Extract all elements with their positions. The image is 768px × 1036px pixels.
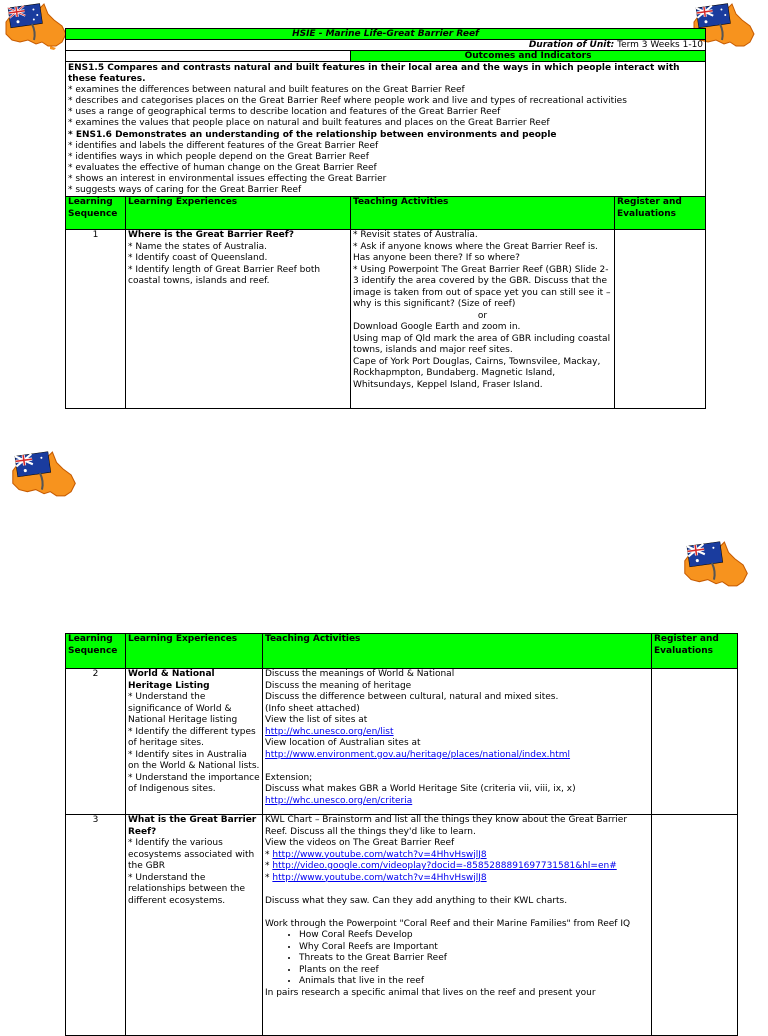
australia-flag-map-icon [6, 450, 80, 500]
activity-line: Extension; [265, 772, 313, 783]
unit-duration [66, 40, 706, 51]
experience-line: * Identify coast of Queensland. [128, 253, 268, 264]
outcomes-heading: Outcomes and Indicators [351, 51, 706, 62]
row-3-experiences [126, 815, 263, 1036]
outcome-item: * examines the differences between natural and built features on the Great Barrier Reef [68, 85, 465, 96]
table-row [66, 669, 738, 815]
outcomes-list [66, 62, 706, 197]
bullet-item: • How Coral Reefs Develop [299, 930, 649, 942]
experience-line: * Understand the significance of World & National Heritage listing [128, 692, 238, 725]
row-3-activity-lines [265, 815, 649, 999]
outcome-item: * describes and categorises places on the Great Barrier Reef where people work and live and types of recreational activities [68, 96, 627, 107]
video-link[interactable]: http://www.youtube.com/watch?v=4HhvHswjlJ8 [272, 872, 487, 883]
bullet-item: • Plants on the reef [299, 965, 649, 977]
activity-line: * Ask if anyone knows where the Great Barrier Reef is. Has anyone been there? If so where? [353, 241, 598, 264]
blank-line [265, 761, 649, 773]
experience-line: * Understand the relationships between the different ecosystems. [128, 872, 245, 906]
outcome-item: ENS1.5 Compares and contrasts natural and built features in their local area and the ways in which people interact with these features. [68, 63, 680, 85]
activity-line: Discuss the difference between cultural, natural and mixed sites. [265, 692, 559, 702]
outcome-item: * shows an interest in environmental issues effecting the Great Barrier [68, 173, 387, 184]
outcome-item: * ENS1.6 Demonstrates an understanding of the relationship between environments and people [68, 129, 557, 140]
activity-line: View the videos on The Great Barrier Reef [265, 838, 455, 848]
experience-line: * Name the states of Australia. [128, 241, 267, 252]
activity-line: Using map of Qld mark the area of GBR including coastal towns, islands and major reef sites. [353, 333, 611, 356]
outcome-item: * evaluates the effective of human change on the Great Barrier Reef [68, 162, 377, 173]
row-2-num: 2 [66, 669, 126, 815]
table-row [66, 815, 738, 1036]
col-header-sequence: Learning Sequence [66, 634, 126, 669]
unit-title: HSIE - Marine Life-Great Barrier Reef [66, 29, 706, 40]
resource-link[interactable]: http://whc.unesco.org/en/list [265, 726, 394, 737]
col-header-experiences: Learning Experiences [126, 197, 351, 230]
experience-line: * Identify length of Great Barrier Reef both coastal towns, islands and reef. [128, 264, 321, 287]
experience-line: * Identify sites in Australia on the World & National lists. [128, 749, 260, 771]
outcome-item: * uses a range of geographical terms to describe location and features of the Great Barrier Reef [68, 107, 501, 118]
activity-line: * Revisit states of Australia. [353, 230, 478, 241]
row-3-exp-title: What is the Great Barrier Reef? [128, 815, 257, 837]
row-1-exp-title: Where is the Great Barrier Reef? [128, 230, 294, 241]
duration-label: Duration of Unit: [528, 40, 615, 50]
outcome-item: * suggests ways of caring for the Great Barrier Reef [68, 185, 302, 196]
activity-line: (Info sheet attached) [265, 703, 360, 714]
row-1-num: 1 [66, 230, 126, 409]
activity-line [265, 796, 649, 808]
col-header-sequence: Learning Sequence [66, 197, 126, 230]
activity-line: Discuss the meaning of heritage [265, 680, 412, 691]
outcomes-spacer [66, 51, 351, 62]
activity-line: * Using Powerpoint The Great Barrier Reef (GBR) Slide 2-3 identify the area covered by the GBR. Discuss that the image is taken from out of space yet you can still see it – why is this significant? (Size of reef) [353, 264, 611, 310]
activity-line: Discuss what they saw. Can they add anything to their KWL charts. [265, 895, 568, 906]
table-row [66, 230, 706, 409]
outcomes-container [68, 63, 703, 196]
activity-line: In pairs research a specific animal that lives on the reef and present your [265, 987, 596, 998]
activity-line: View location of Australian sites at [265, 738, 421, 748]
row-1-activity-lines [353, 230, 612, 391]
col-header-register: Register and Evaluations [615, 197, 706, 230]
activity-line [265, 727, 649, 739]
video-link[interactable]: http://video.google.com/videoplay?docid=-8585288891697731581&hl=en# [272, 861, 617, 871]
activity-line [265, 750, 649, 762]
row-3-exp-lines [128, 838, 260, 907]
bullet-item: • Threats to the Great Barrier Reef [299, 953, 649, 965]
row-3-register [652, 815, 738, 1036]
bullet-list [265, 930, 649, 988]
australia-flag-map-icon [0, 2, 70, 50]
unit-plan-table-page-2 [65, 633, 738, 1036]
row-3-num: 3 [66, 815, 126, 1036]
activity-line: Discuss the meanings of World & National [265, 669, 455, 679]
row-3-activities [263, 815, 652, 1036]
activity-line: * http://www.youtube.com/watch?v=4HhvHswjlJ8 [265, 849, 487, 860]
resource-link[interactable]: http://www.environment.gov.au/heritage/places/national/index.html [265, 749, 571, 760]
col-header-activities: Teaching Activities [351, 197, 615, 230]
activity-line: * http://www.youtube.com/watch?v=4HhvHswjlJ8 [265, 872, 487, 883]
row-1-experiences [126, 230, 351, 409]
bullet-item: • Animals that live in the reef [299, 976, 649, 988]
activity-line: Download Google Earth and zoom in. [353, 322, 521, 333]
duration-value: Term 3 Weeks 1-10 [617, 40, 704, 50]
row-2-activity-lines [265, 669, 649, 807]
unit-plan-table-page-1 [65, 28, 706, 409]
experience-line: * Understand the importance of Indigenous sites. [128, 772, 260, 794]
row-1-register [615, 230, 706, 409]
bullet-item: • Why Coral Reefs are Important [299, 942, 649, 954]
col-header-activities: Teaching Activities [263, 634, 652, 669]
row-2-register [652, 669, 738, 815]
row-1-exp-lines [128, 242, 348, 288]
outcome-item: * identifies and labels the different features of the Great Barrier Reef [68, 140, 379, 151]
blank-line [265, 907, 649, 919]
resource-link[interactable]: http://whc.unesco.org/en/criteria [265, 795, 413, 806]
video-link[interactable]: http://www.youtube.com/watch?v=4HhvHswjlJ8 [272, 849, 487, 860]
row-2-activities [263, 669, 652, 815]
outcome-item: * identifies ways in which people depend on the Great Barrier Reef [68, 151, 369, 162]
activity-line: Cape of York Port Douglas, Cairns, Townsvilee, Mackay, Rockhapmpton, Bundaberg. Magnetic Island, Whitsundays, Keppel Island, Fraser Island. [353, 356, 601, 390]
blank-line [265, 884, 649, 896]
col-header-experiences: Learning Experiences [126, 634, 263, 669]
activity-line: or [477, 310, 488, 321]
row-1-activities [351, 230, 615, 409]
experience-line: * Identify the various ecosystems associated with the GBR [128, 838, 255, 871]
row-2-exp-title: World & National Heritage Listing [128, 669, 215, 691]
activity-line: View the list of sites at [265, 715, 368, 725]
row-2-exp-lines [128, 692, 260, 796]
australia-flag-map-icon [678, 540, 752, 590]
activity-line: * http://video.google.com/videoplay?docid=-8585288891697731581&hl=en# [265, 861, 617, 871]
experience-line: * Identify the different types of heritage sites. [128, 726, 256, 748]
row-2-experiences [126, 669, 263, 815]
activity-line: Discuss what makes GBR a World Heritage Site (criteria vii, viii, ix, x) [265, 784, 576, 794]
col-header-register: Register and Evaluations [652, 634, 738, 669]
activity-line: KWL Chart – Brainstorm and list all the things they know about the Great Barrier Reef. Discuss all the things they'd like to learn. [265, 815, 628, 837]
outcome-item: * examines the values that people place on natural and built features and places on the Great Barrier Reef [68, 118, 550, 129]
activity-line: Work through the Powerpoint "Coral Reef and their Marine Families" from Reef IQ [265, 918, 631, 929]
